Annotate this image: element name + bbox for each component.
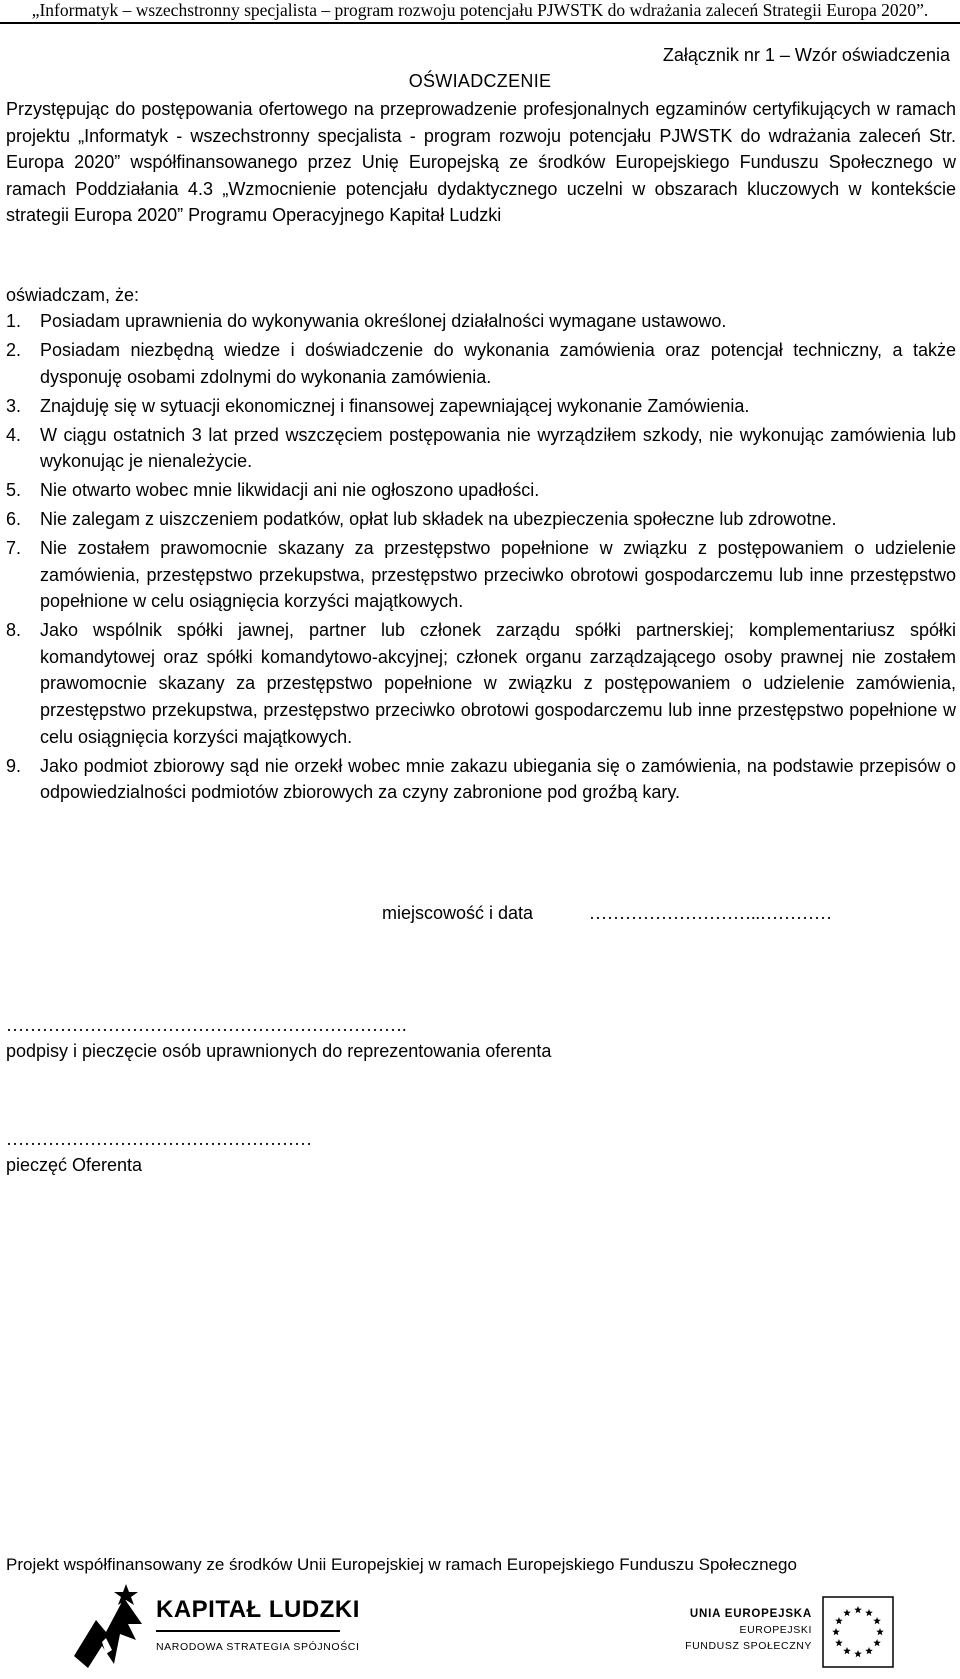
signature-label: podpisy i pieczęcie osób uprawnionych do reprezentowania oferenta: [6, 1041, 552, 1061]
item-text: W ciągu ostatnich 3 lat przed wszczęciem postępowania nie wyrządziłem szkody, nie wykonując zamówienia lub wykonując je nienależycie.: [40, 424, 956, 472]
item-number: 2.: [6, 339, 22, 360]
list-item: [6, 506, 956, 533]
list-item: [6, 337, 956, 390]
item-number: 5.: [6, 480, 22, 501]
declaration-list: [6, 308, 956, 808]
item-text: Nie otwarto wobec mnie likwidacji ani nie ogłoszono upadłości.: [40, 480, 540, 501]
eu-logo-text: [656, 1606, 812, 1654]
list-item: [6, 422, 956, 475]
kapital-ludzki-emblem-icon: [66, 1584, 150, 1674]
kapital-ludzki-text: [156, 1596, 360, 1654]
eu-logo-line3: FUNDUSZ SPOŁECZNY: [685, 1640, 812, 1652]
eu-logo-line1: UNIA EUROPEJSKA: [689, 1608, 812, 1620]
kapital-ludzki-subtitle: NARODOWA STRATEGIA SPÓJNOŚCI: [156, 1640, 360, 1653]
item-number: 4.: [6, 424, 22, 445]
item-text: Posiadam niezbędną wiedze i doświadczenie do wykonania zamówienia oraz potencjał techniczny, a także dysponuję osobami zdolnymi do wykonania zamówienia.: [40, 339, 956, 387]
item-text: Nie zostałem prawomocnie skazany za przestępstwo popełnione w związku z postępowaniem o udzielenie zamówienia, przestępstwo przekupstwa, przestępstwo przeciwko obrotowi gospodarczemu lub inne przestępstwo popełnione w celu osiągnięcia korzyści majątkowych.: [40, 538, 956, 612]
item-number: 3.: [6, 395, 22, 416]
item-number: 9.: [6, 755, 22, 776]
signature-field[interactable]: ………………………………………………………….: [6, 1015, 407, 1035]
intro-paragraph: Przystępując do postępowania ofertowego na przeprowadzenie profesjonalnych egzaminów certyfikujących w ramach projektu „Informatyk - wszechstronny specjalista - program rozwoju potencjału PJWSTK do wdrażania zaleceń Str. Europa 2020” współfinansowanego przez Unię Europejską ze środków Europejskiego Funduszu Społecznego w ramach Poddziałania 4.3 „Wzmocnienie potencjału dydaktycznego uczelni w obszarach kluczowych w kontekście strategii Europa 2020” Programu Operacyjnego Kapitał Ludzki: [6, 99, 956, 226]
kapital-ludzki-title: KAPITAŁ LUDZKI: [156, 1596, 360, 1623]
item-number: 7.: [6, 538, 22, 559]
item-text: Znajduję się w sytuacji ekonomicznej i finansowej zapewniającej wykonanie Zamówienia.: [40, 395, 750, 416]
list-item: [6, 617, 956, 750]
eu-logo-line2: EUROPEJSKI: [739, 1624, 812, 1636]
list-item: [6, 477, 956, 504]
project-header: „Informatyk – wszechstronny specjalista – program rozwoju potencjału PJWSTK do wdrażania zaleceń Strategii Europa 2020”.: [31, 0, 929, 20]
stamp-label: pieczęć Oferenta: [6, 1155, 143, 1175]
stamp-field[interactable]: ……………………………………………: [6, 1129, 312, 1149]
item-text: Nie zalegam z uiszczeniem podatków, opłat lub składek na ubezpieczenia społeczne lub zdrowotne.: [40, 509, 837, 530]
header-rule: [0, 22, 960, 24]
list-item: [6, 308, 956, 335]
eu-flag-icon: [822, 1596, 894, 1668]
item-text: Posiadam uprawnienia do wykonywania określonej działalności wymagane ustawowo.: [40, 311, 727, 331]
document-title: OŚWIADCZENIE: [408, 71, 552, 91]
place-date-field[interactable]: ………………………..…………: [589, 903, 832, 923]
item-text: Jako podmiot zbiorowy sąd nie orzekł wobec mnie zakazu ubiegania się o zamówienia, na podstawie przepisów o odpowiedzialności podmiotów zbiorowych za czyny zabronione pod groźbą kary.: [40, 755, 956, 803]
item-text: Jako wspólnik spółki jawnej, partner lub członek zarządu spółki partnerskiej; komplementariusz spółki komandytowej oraz spółki komandytowo-akcyjnej; członek organu zarządzającego osoby prawnej nie zostałem prawomocnie skazany za przestępstwo popełnione w związku z postępowaniem o udzielenie zamówienia, przestępstwo przekupstwa, przestępstwo przeciwko obrotowi gospodarczemu lub inne przestępstwo popełnione w celu osiągnięcia korzyści majątkowych.: [40, 620, 956, 747]
place-date-label: miejscowość i data: [382, 903, 534, 923]
item-number: 1.: [6, 311, 22, 331]
item-number: 8.: [6, 620, 22, 641]
declaration-lead: oświadczam, że:: [6, 285, 140, 305]
item-number: 6.: [6, 509, 22, 530]
eu-efs-logo: [656, 1596, 900, 1668]
kapital-ludzki-logo: [66, 1584, 406, 1674]
attachment-label: Załącznik nr 1 – Wzór oświadczenia: [662, 45, 950, 65]
list-item: [6, 535, 956, 615]
list-item: [6, 753, 956, 806]
kapital-ludzki-rule: [156, 1630, 340, 1632]
cofinancing-note: Projekt współfinansowany ze środków Unii Europejskiej w ramach Europejskiego Funduszu Społecznego: [6, 1555, 797, 1574]
list-item: [6, 393, 956, 420]
